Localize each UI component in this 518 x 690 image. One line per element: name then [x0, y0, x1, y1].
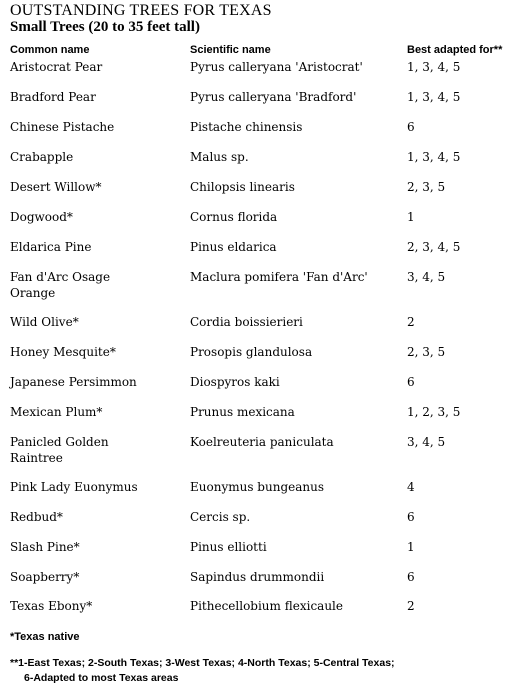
common-name-continued: Orange — [10, 286, 56, 300]
common-name: Slash Pine* — [10, 540, 80, 554]
common-name: Texas Ebony* — [10, 599, 93, 613]
native-footnote: *Texas native — [10, 631, 80, 643]
scientific-name: Cordia boissierieri — [190, 315, 303, 329]
adapted-regions: 1, 2, 3, 5 — [407, 405, 461, 419]
common-name: Eldarica Pine — [10, 240, 92, 254]
adapted-regions: 1 — [407, 210, 415, 224]
adapted-regions: 3, 4, 5 — [407, 435, 446, 449]
adapted-regions: 1, 3, 4, 5 — [407, 90, 461, 104]
common-name: Wild Olive* — [10, 315, 79, 329]
adapted-regions: 6 — [407, 375, 415, 389]
adapted-regions: 2, 3, 5 — [407, 180, 446, 194]
adapted-regions: 2, 3, 4, 5 — [407, 240, 461, 254]
page-subtitle: Small Trees (20 to 35 feet tall) — [10, 19, 200, 35]
adapted-regions: 1, 3, 4, 5 — [407, 60, 461, 74]
adapted-regions: 1 — [407, 540, 415, 554]
header-common-name: Common name — [10, 44, 90, 56]
adapted-regions: 6 — [407, 120, 415, 134]
adapted-regions: 6 — [407, 510, 415, 524]
adapted-regions: 2 — [407, 599, 415, 613]
common-name: Dogwood* — [10, 210, 73, 224]
common-name: Mexican Plum* — [10, 405, 103, 419]
scientific-name: Diospyros kaki — [190, 375, 280, 389]
page-title: OUTSTANDING TREES FOR TEXAS — [10, 2, 272, 19]
common-name: Chinese Pistache — [10, 120, 115, 134]
adapted-regions: 6 — [407, 570, 415, 584]
region-legend-line-1: **1-East Texas; 2-South Texas; 3-West Texas; 4-North Texas; 5-Central Texas; — [10, 657, 395, 669]
adapted-regions: 2 — [407, 315, 415, 329]
common-name: Bradford Pear — [10, 90, 96, 104]
header-best-adapted: Best adapted for** — [407, 44, 503, 56]
scientific-name: Cornus florida — [190, 210, 278, 224]
scientific-name: Maclura pomifera 'Fan d'Arc' — [190, 270, 368, 284]
scientific-name: Pistache chinensis — [190, 120, 303, 134]
adapted-regions: 1, 3, 4, 5 — [407, 150, 461, 164]
common-name-continued: Raintree — [10, 451, 63, 465]
scientific-name: Euonymus bungeanus — [190, 480, 324, 494]
scientific-name: Chilopsis linearis — [190, 180, 295, 194]
common-name: Pink Lady Euonymus — [10, 480, 138, 494]
adapted-regions: 4 — [407, 480, 415, 494]
scientific-name: Cercis sp. — [190, 510, 251, 524]
common-name: Japanese Persimmon — [10, 375, 137, 389]
adapted-regions: 2, 3, 5 — [407, 345, 446, 359]
common-name: Aristocrat Pear — [10, 60, 103, 74]
adapted-regions: 3, 4, 5 — [407, 270, 446, 284]
scientific-name: Malus sp. — [190, 150, 249, 164]
scientific-name: Pithecellobium flexicaule — [190, 599, 343, 613]
region-legend-line-2: 6-Adapted to most Texas areas — [24, 672, 179, 684]
scientific-name: Pyrus calleryana 'Bradford' — [190, 90, 357, 104]
common-name: Soapberry* — [10, 570, 80, 584]
scientific-name: Pinus eldarica — [190, 240, 277, 254]
common-name: Crabapple — [10, 150, 74, 164]
scientific-name: Pyrus calleryana 'Aristocrat' — [190, 60, 363, 74]
scientific-name: Koelreuteria paniculata — [190, 435, 334, 449]
common-name: Redbud* — [10, 510, 63, 524]
common-name: Desert Willow* — [10, 180, 102, 194]
common-name: Fan d'Arc Osage — [10, 270, 111, 284]
scientific-name: Prunus mexicana — [190, 405, 295, 419]
common-name: Honey Mesquite* — [10, 345, 116, 359]
common-name: Panicled Golden — [10, 435, 109, 449]
scientific-name: Prosopis glandulosa — [190, 345, 313, 359]
header-scientific-name: Scientific name — [190, 44, 271, 56]
scientific-name: Pinus elliotti — [190, 540, 267, 554]
scientific-name: Sapindus drummondii — [190, 570, 325, 584]
